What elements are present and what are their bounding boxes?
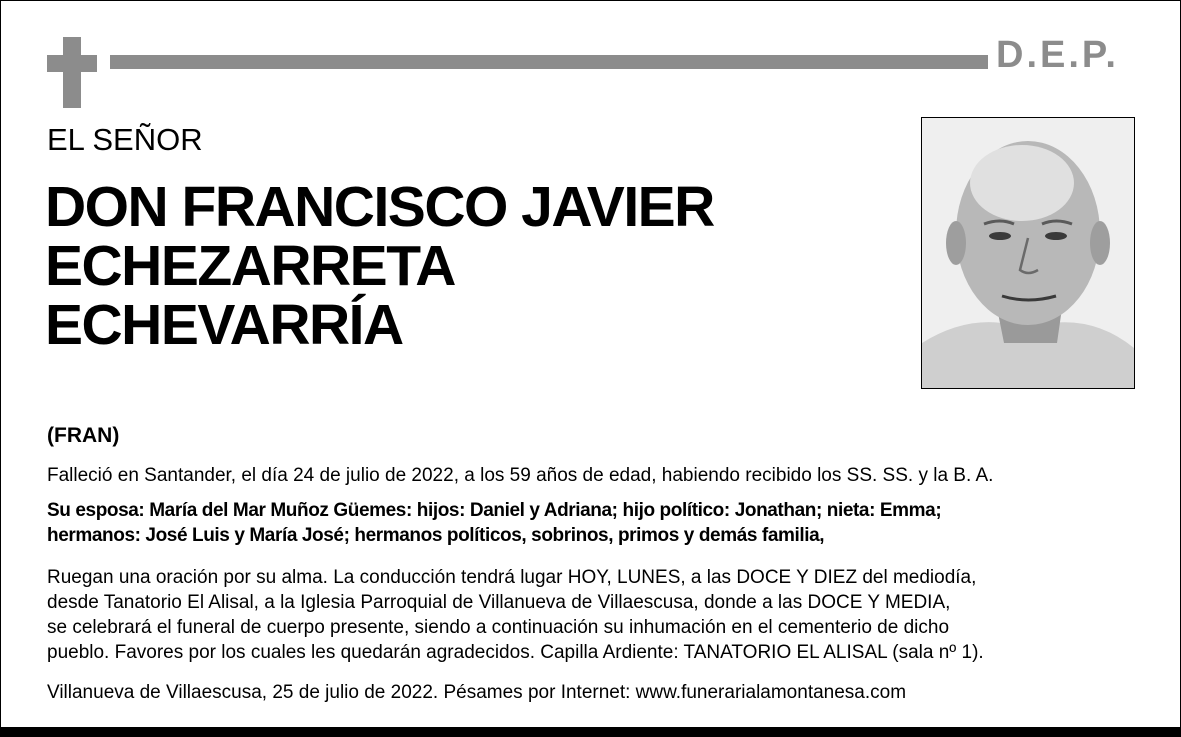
cross-icon (63, 37, 81, 108)
portrait-photo (921, 117, 1135, 389)
deceased-name (45, 175, 714, 357)
funeral-line: desde Tanatorio El Alisal, a la Iglesia Parroquial de Villanueva de Villaescusa, donde a las DOCE Y MEDIA, (47, 592, 951, 613)
footer-line: Villanueva de Villaescusa, 25 de julio de 2022. Pésames por Internet: www.funerarialamontanesa.com (47, 682, 907, 703)
intro-label: EL SEÑOR (47, 122, 203, 157)
portrait-illustration (922, 118, 1134, 388)
name-line: DON FRANCISCO JAVIER (45, 175, 714, 239)
funeral-line: se celebrará el funeral de cuerpo presente, siendo a continuación su inhumación en el cementerio de dicho (47, 617, 950, 638)
name-line: ECHEVARRÍA (45, 293, 403, 357)
death-notice: Falleció en Santander, el día 24 de julio de 2022, a los 59 años de edad, habiendo recibido los SS. SS. y la B. A. (47, 465, 994, 486)
name-line: ECHEZARRETA (45, 234, 455, 298)
funeral-line: pueblo. Favores por los cuales les quedarán agradecidos. Capilla Ardiente: TANATORIO EL ALISAL (sala nº 1). (47, 642, 984, 663)
nickname: (FRAN) (47, 424, 120, 447)
family-list (47, 498, 1147, 548)
header-rule (110, 55, 988, 69)
dep-label: D.E.P. (996, 34, 1119, 76)
cross-icon-bar (47, 55, 97, 72)
funeral-details (47, 565, 1147, 665)
bottom-border (0, 727, 1181, 737)
funeral-line: Ruegan una oración por su alma. La conducción tendrá lugar HOY, LUNES, a las DOCE Y DIEZ del mediodía, (47, 567, 977, 588)
family-line: hermanos: José Luis y María José; hermanos políticos, sobrinos, primos y demás familia, (47, 525, 825, 546)
family-line: Su esposa: María del Mar Muñoz Güemes: hijos: Daniel y Adriana; hijo político: Jonathan; nieta: Emma; (47, 500, 942, 521)
